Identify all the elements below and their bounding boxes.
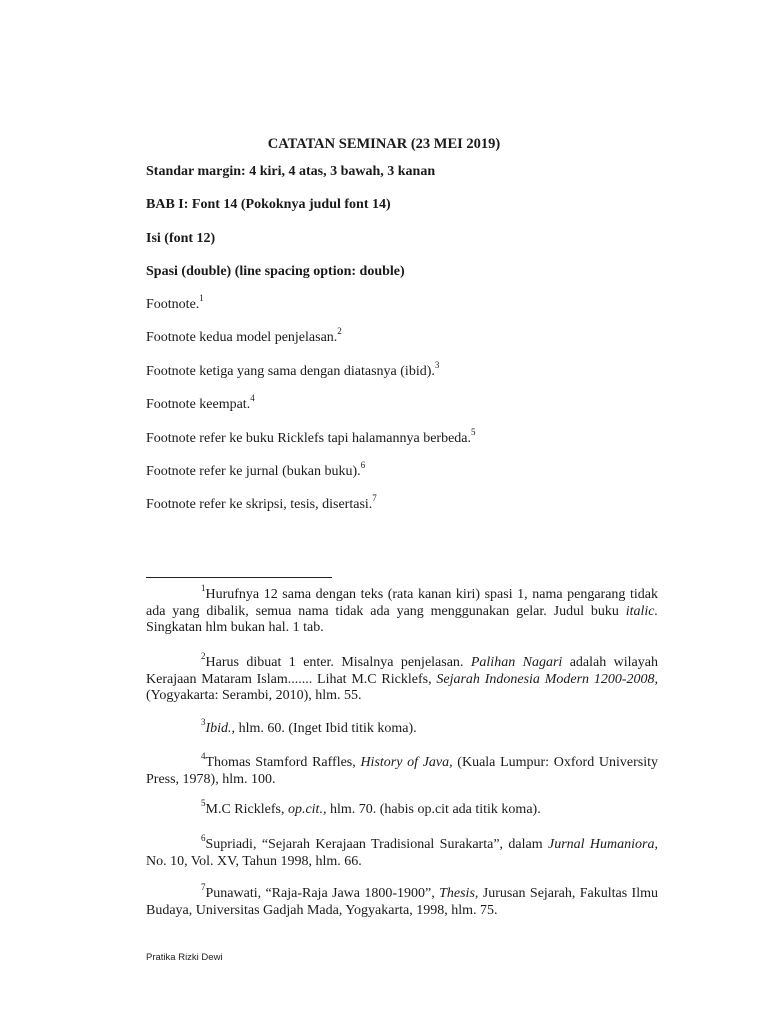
- content-font-note: Isi (font 12): [146, 231, 216, 246]
- footnote-1: $^1$Hurufnya 12 sama dengan teks (rata kanan kiri) spasi 1, nama pengarang tidak ada yang dibalik, semua nama tidak ada yang menggunakan gelar. Judul buku italic. Singkatan hlm bukan hal. 1 tab.: [146, 583, 658, 635]
- body-line-1: Footnote.$^1$: [146, 293, 204, 312]
- footnote-2: $^2$Harus dibuat 1 enter. Misalnya penjelasan. Palihan Nagari adalah wilayah Kerajaan Mataram Islam....... Lihat M.C Ricklefs, Sejarah Indonesia Modern 1200-2008, (Yogyakarta: Serambi, 2010), hlm. 55.: [146, 651, 658, 703]
- footnote-4: $^4$Thomas Stamford Raffles, History of Java, (Kuala Lumpur: Oxford University Press, 1978), hlm. 100.: [146, 751, 658, 787]
- body-line-7: Footnote refer ke skripsi, tesis, disertasi.$^7$: [146, 493, 377, 512]
- body-line-4: Footnote keempat.$^4$: [146, 393, 255, 412]
- footnote-ref-7[interactable]: 7: [372, 493, 377, 504]
- footnote-ref-1[interactable]: 1: [199, 293, 204, 304]
- footnote-ref-3[interactable]: 3: [434, 360, 440, 371]
- body-line-6: Footnote refer ke jurnal (bukan buku).$^6$: [146, 460, 366, 479]
- footnote-ref-6[interactable]: 6: [360, 460, 366, 471]
- body-line-2: Footnote kedua model penjelasan.$^2$: [146, 326, 342, 345]
- spacing-note: Spasi (double) (line spacing option: double): [146, 264, 405, 279]
- footnote-ref-5[interactable]: 5: [471, 427, 476, 438]
- body-line-3: Footnote ketiga yang sama dengan diatasnya (ibid).$^3$: [146, 360, 440, 379]
- margin-note: Standar margin: 4 kiri, 4 atas, 3 bawah, 3 kanan: [146, 164, 436, 179]
- body-line-5: Footnote refer ke buku Ricklefs tapi halamannya berbeda.$^5$: [146, 427, 476, 446]
- footnote-6: $^6$Supriadi, “Sejarah Kerajaan Tradisional Surakarta”, dalam Jurnal Humaniora, No. 10, Vol. XV, Tahun 1998, hlm. 66.: [146, 833, 658, 869]
- footnote-3: $^3$Ibid., hlm. 60. (Inget Ibid titik koma).: [201, 717, 417, 736]
- footnote-separator: [146, 577, 332, 578]
- page-title: CATATAN SEMINAR (23 MEI 2019): [267, 136, 501, 152]
- footnote-ref-2[interactable]: 2: [337, 326, 342, 337]
- footnote-5: $^5$M.C Ricklefs, op.cit., hlm. 70. (habis op.cit ada titik koma).: [201, 798, 541, 817]
- footnote-7: $^7$Punawati, “Raja-Raja Jawa 1800-1900”, Thesis, Jurusan Sejarah, Fakultas Ilmu Budaya, Universitas Gadjah Mada, Yogyakarta, 1998, hlm. 75.: [146, 882, 658, 918]
- page-footer-author: Pratika Rizki Dewi: [146, 952, 223, 963]
- footnote-ref-4[interactable]: 4: [250, 393, 255, 404]
- chapter-note: BAB I: Font 14 (Pokoknya judul font 14): [146, 197, 391, 212]
